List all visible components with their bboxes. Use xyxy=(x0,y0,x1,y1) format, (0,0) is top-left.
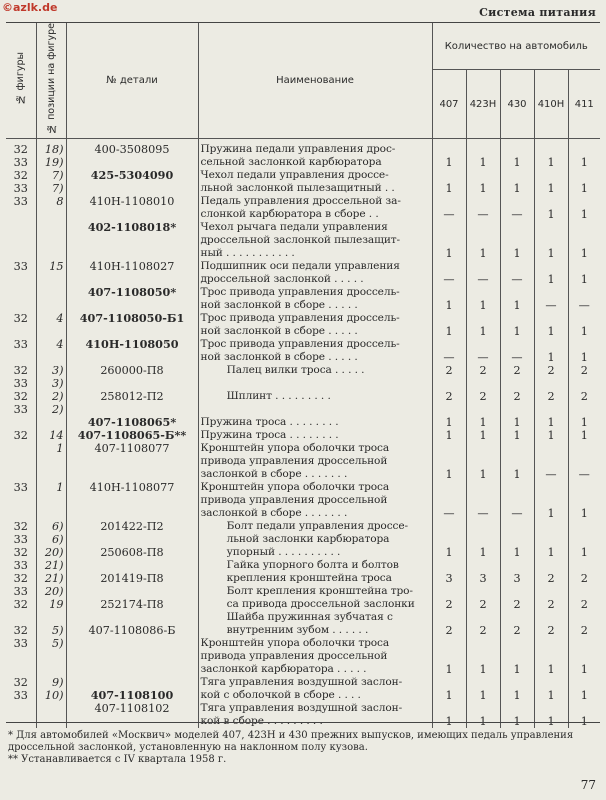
page-number: 77 xyxy=(580,778,596,792)
quantity-cell: 1 xyxy=(432,429,466,442)
part-name: привода управления дроссельной заслонкой карбюратора . . . . . xyxy=(198,650,432,676)
quantity-cell: 1 xyxy=(500,312,534,338)
quantity-cell: 1 xyxy=(534,260,568,286)
position-number xyxy=(36,416,66,429)
table-row xyxy=(6,364,600,390)
quantity-cell: 1 xyxy=(500,221,534,260)
header-model-407: 407 xyxy=(432,70,466,139)
quantity-cell: — xyxy=(534,442,568,481)
quantity-cell: 1 xyxy=(466,546,500,572)
quantity-cell: 1 xyxy=(466,429,500,442)
part-name: Трос привода управления дроссель- ной заслонкой в сборе . . . . . xyxy=(198,312,432,338)
quantity-cell: 1 xyxy=(500,429,534,442)
part-number: 252174-П8 xyxy=(66,598,198,624)
position-number: 1 xyxy=(36,442,66,481)
quantity-cell: — xyxy=(432,260,466,286)
table-row xyxy=(6,481,600,520)
quantity-cell: 2 xyxy=(500,390,534,416)
quantity-cell: 1 xyxy=(580,506,588,520)
part-name: Тяга управления воздушной заслон- кой в сборе . . . . . . . . . xyxy=(198,702,432,728)
quantity-cell: 1 xyxy=(466,416,500,429)
quantity-cell: 2 xyxy=(534,390,568,416)
quantity-cell: 1 xyxy=(580,545,588,559)
quantity-cell: 2 xyxy=(500,624,534,650)
table-row xyxy=(6,338,600,364)
part-name: са привода дроссельной заслонки Шайба пружинная зубчатая с xyxy=(198,598,432,624)
parts-table-body xyxy=(6,138,600,728)
part-name: крепления кронштейна троса Болт крепления кронштейна тро- xyxy=(198,572,432,598)
figure-number xyxy=(6,442,36,481)
quantity-cell xyxy=(500,520,534,546)
part-number: 407-1108050* xyxy=(66,286,198,312)
figure-number: 33 xyxy=(6,195,36,221)
position-number: 19 xyxy=(36,598,66,624)
table-row xyxy=(6,312,600,338)
part-name: внутренним зубом . . . . . . Кронштейн упора оболочки троса xyxy=(198,624,432,650)
part-name: Трос привода управления дроссель- ной заслонкой в сборе . . . . . xyxy=(198,286,432,312)
quantity-cell: 1 xyxy=(466,676,500,702)
table-row xyxy=(6,598,600,624)
quantity-cell: 1 xyxy=(466,286,500,312)
position-number xyxy=(36,702,66,728)
position-number: 1 xyxy=(36,481,66,520)
quantity-cell: 1 xyxy=(432,442,466,481)
quantity-cell: 1 xyxy=(432,416,466,429)
quantity-cell: 2 xyxy=(466,624,500,650)
part-name: Палец вилки троса . . . . . xyxy=(198,364,432,390)
quantity-cell: 1 xyxy=(534,650,568,676)
position-number: 7) 7) xyxy=(36,169,66,195)
part-name: Трос привода управления дроссель- ной заслонкой в сборе . . . . . xyxy=(198,338,432,364)
header-model-410n: 410Н xyxy=(534,70,568,139)
part-name: Шплинт . . . . . . . . . xyxy=(198,390,432,416)
part-number: 407-1108100 xyxy=(66,676,198,702)
part-name: Подшипник оси педали управления дроссельной заслонкой . . . . . xyxy=(198,260,432,286)
quantity-cell: 1 xyxy=(580,688,588,702)
quantity-cell: 2 xyxy=(466,598,500,624)
quantity-cell: 1 xyxy=(500,650,534,676)
figure-number: 32 33 xyxy=(6,138,36,169)
position-number: 14 xyxy=(36,429,66,442)
quantity-cell: 2 xyxy=(534,598,568,624)
part-number: 400-3508095 xyxy=(66,138,198,169)
part-name: Тяга управления воздушной заслон- кой с оболочкой в сборе . . . . xyxy=(198,676,432,702)
table-row xyxy=(6,650,600,676)
quantity-cell: 1 xyxy=(534,481,568,520)
figure-number: 32 33 xyxy=(6,546,36,572)
table-row xyxy=(6,676,600,702)
quantity-cell: 1 xyxy=(580,181,588,195)
quantity-cell: 1 xyxy=(432,138,466,169)
quantity-cell: 1 xyxy=(432,546,466,572)
quantity-cell: 1 xyxy=(500,676,534,702)
table-row xyxy=(6,286,600,312)
quantity-cell: 2 xyxy=(500,598,534,624)
quantity-cell: 2 xyxy=(580,389,588,403)
part-name: Чехол педали управления дроссе- льной заслонкой пылезащитный . . xyxy=(198,169,432,195)
quantity-cell: 1 xyxy=(534,702,568,728)
figure-number xyxy=(6,221,36,260)
quantity-cell: — xyxy=(466,338,500,364)
position-number xyxy=(36,286,66,312)
quantity-cell: 1 xyxy=(580,350,588,364)
header-model-423n: 423Н xyxy=(466,70,500,139)
quantity-cell: 2 xyxy=(534,572,568,598)
table-row xyxy=(6,169,600,195)
quantity-cell: 2 xyxy=(432,364,466,390)
quantity-cell: 1 xyxy=(534,169,568,195)
quantity-cell: 1 xyxy=(500,546,534,572)
table-row xyxy=(6,429,600,442)
table-row xyxy=(6,221,600,260)
part-number: 201419-П8 xyxy=(66,572,198,598)
position-number xyxy=(36,650,66,676)
figure-number: 33 xyxy=(6,338,36,364)
table-row xyxy=(6,138,600,169)
quantity-cell: 2 xyxy=(580,571,588,585)
position-number: 20) 21) xyxy=(36,546,66,572)
quantity-cell: 3 xyxy=(432,572,466,598)
part-number: 258012-П2 xyxy=(66,390,198,416)
part-name: Болт педали управления дроссе- льной заслонки карбюратора xyxy=(198,520,432,546)
part-name: Пружина троса . . . . . . . . xyxy=(198,429,432,442)
quantity-cell: 1 xyxy=(534,312,568,338)
table-row xyxy=(6,520,600,546)
figure-number xyxy=(6,286,36,312)
part-number: 407-1108065* xyxy=(66,416,198,429)
part-number xyxy=(66,650,198,676)
table-row xyxy=(6,624,600,650)
quantity-cell: 1 xyxy=(432,169,466,195)
quantity-cell: 3 xyxy=(500,572,534,598)
position-number xyxy=(36,221,66,260)
quantity-cell: — xyxy=(500,338,534,364)
table-row xyxy=(6,416,600,429)
quantity-cell: — xyxy=(500,260,534,286)
part-name: упорный . . . . . . . . . . Гайка упорного болта и болтов xyxy=(198,546,432,572)
part-number: 407-1108065-Б** xyxy=(66,429,198,442)
part-number: 425-5304090 xyxy=(66,169,198,195)
quantity-cell: 1 xyxy=(432,702,466,728)
quantity-cell: 1 xyxy=(432,650,466,676)
header-pos: № позиции на фигуре xyxy=(36,23,66,138)
position-number: 18) 19) xyxy=(36,138,66,169)
part-number: 402-1108018* xyxy=(66,221,198,260)
bottom-rule xyxy=(6,722,600,723)
quantity-cell: 1 xyxy=(580,207,588,221)
quantity-cell: — xyxy=(466,481,500,520)
quantity-cell xyxy=(568,520,600,546)
quantity-cell: — xyxy=(466,195,500,221)
part-number: 410Н-1108077 xyxy=(66,481,198,520)
part-number: 407-1108086-Б xyxy=(66,624,198,650)
table-row xyxy=(6,702,600,728)
part-name: Кронштейн упора оболочки троса привода управления дроссельной заслонкой в сборе . . . . . . . xyxy=(198,481,432,520)
quantity-cell: 2 xyxy=(432,598,466,624)
quantity-cell: 1 xyxy=(580,662,588,676)
part-number: 410Н-1108050 xyxy=(66,338,198,364)
quantity-cell: 1 xyxy=(534,416,568,429)
footnotes xyxy=(8,730,598,766)
table-row xyxy=(6,260,600,286)
header-part-number: № детали xyxy=(66,23,198,138)
figure-number xyxy=(6,702,36,728)
part-name: Педаль управления дроссельной за- слонкой карбюратора в сборе . . xyxy=(198,195,432,221)
part-number: 407-1108077 xyxy=(66,442,198,481)
quantity-cell: 1 xyxy=(466,312,500,338)
figure-number: 32 33 xyxy=(6,572,36,598)
quantity-cell: 1 xyxy=(580,246,588,260)
quantity-cell: — xyxy=(500,195,534,221)
quantity-cell: 1 xyxy=(580,428,588,442)
quantity-cell: 1 xyxy=(466,442,500,481)
part-name: Пружина педали управления дрос- сельной заслонкой карбюратора xyxy=(198,138,432,169)
position-number: 5) 5) xyxy=(36,624,66,650)
quantity-cell: 2 xyxy=(500,364,534,390)
quantity-cell: 1 xyxy=(466,650,500,676)
quantity-cell: 1 xyxy=(500,702,534,728)
quantity-cell: 1 xyxy=(466,169,500,195)
quantity-cell: 2 xyxy=(432,390,466,416)
quantity-cell xyxy=(432,520,466,546)
quantity-cell: — xyxy=(432,195,466,221)
part-number: 410Н-1108010 xyxy=(66,195,198,221)
position-number: 4 xyxy=(36,338,66,364)
header-model-411: 411 xyxy=(568,70,600,139)
quantity-cell: 1 xyxy=(432,312,466,338)
header-quantity: Количество на автомобиль xyxy=(432,23,600,70)
quantity-cell: 1 xyxy=(466,702,500,728)
quantity-cell: 1 xyxy=(500,416,534,429)
quantity-cell: — xyxy=(534,286,568,312)
quantity-cell: 1 xyxy=(466,221,500,260)
quantity-cell: 1 xyxy=(580,415,588,429)
quantity-cell: 1 xyxy=(534,429,568,442)
position-number: 2) 2) xyxy=(36,390,66,416)
quantity-cell: 1 xyxy=(534,195,568,221)
figure-number: 32 33 xyxy=(6,624,36,650)
figure-number: 32 xyxy=(6,429,36,442)
quantity-cell: — xyxy=(466,260,500,286)
part-number: 410Н-1108027 xyxy=(66,260,198,286)
figure-number: 33 xyxy=(6,260,36,286)
quantity-cell: 2 xyxy=(466,364,500,390)
part-number: 201422-П2 xyxy=(66,520,198,546)
position-number: 9) 10) xyxy=(36,676,66,702)
position-number: 3) 3) xyxy=(36,364,66,390)
quantity-cell: 2 xyxy=(466,390,500,416)
figure-number: 32 33 xyxy=(6,520,36,546)
table-row xyxy=(6,390,600,416)
quantity-cell: 1 xyxy=(580,714,588,728)
quantity-cell: 1 xyxy=(534,138,568,169)
quantity-cell: 1 xyxy=(432,676,466,702)
header-name: Наименование xyxy=(198,23,432,138)
table-row xyxy=(6,195,600,221)
quantity-cell: 1 xyxy=(500,442,534,481)
quantity-cell: 3 xyxy=(466,572,500,598)
position-number: 15 xyxy=(36,260,66,286)
quantity-cell xyxy=(534,520,568,546)
figure-number: 32 33 xyxy=(6,676,36,702)
section-title: Система питания xyxy=(479,6,596,19)
part-name: Чехол рычага педали управления дроссельной заслонкой пылезащит- ный . . . . . . . . . . . xyxy=(198,221,432,260)
quantity-cell: 1 xyxy=(432,221,466,260)
position-number: 6) 6) xyxy=(36,520,66,546)
part-number: 407-1108102 xyxy=(66,702,198,728)
table-row xyxy=(6,442,600,481)
quantity-cell: — xyxy=(578,467,590,481)
quantity-cell: 2 xyxy=(580,623,588,637)
quantity-cell: — xyxy=(500,481,534,520)
quantity-cell: — xyxy=(432,338,466,364)
quantity-cell: 1 xyxy=(580,272,588,286)
position-number: 21) 20) xyxy=(36,572,66,598)
parts-table xyxy=(6,23,600,728)
part-name: Пружина троса . . . . . . . . xyxy=(198,416,432,429)
quantity-cell: — xyxy=(578,298,590,312)
table-row xyxy=(6,546,600,572)
quantity-cell: 1 xyxy=(534,546,568,572)
figure-number: 32 33 xyxy=(6,390,36,416)
figure-number: 32 33 xyxy=(6,169,36,195)
figure-number: 32 xyxy=(6,312,36,338)
quantity-cell: 1 xyxy=(534,338,568,364)
table-row xyxy=(6,572,600,598)
quantity-cell: 1 xyxy=(432,286,466,312)
position-number: 8 xyxy=(36,195,66,221)
quantity-cell xyxy=(466,520,500,546)
figure-number: 32 33 xyxy=(6,364,36,390)
quantity-cell: 1 xyxy=(500,286,534,312)
figure-number xyxy=(6,650,36,676)
part-number: 260000-П8 xyxy=(66,364,198,390)
quantity-cell: 1 xyxy=(580,155,588,169)
quantity-cell: 1 xyxy=(534,221,568,260)
figure-number xyxy=(6,416,36,429)
watermark: ©azlk.de xyxy=(2,1,58,14)
quantity-cell: 2 xyxy=(580,363,588,377)
part-name: Кронштейн упора оболочки троса привода управления дроссельной заслонкой в сборе . . . . . . . xyxy=(198,442,432,481)
header-fig: № фигуры xyxy=(6,23,36,138)
quantity-cell: 2 xyxy=(432,624,466,650)
position-number: 4 xyxy=(36,312,66,338)
quantity-cell: 1 xyxy=(500,169,534,195)
quantity-cell: 1 xyxy=(466,138,500,169)
quantity-cell: 1 xyxy=(534,676,568,702)
footnote-2: ** Устанавливается с IV квартала 1958 г. xyxy=(8,754,227,765)
footnote-1: * Для автомобилей «Москвич» моделей 407, 423Н и 430 прежних выпусков, имеющих педаль управления дроссельной заслонкой, установленную на наклонном полу кузова. xyxy=(8,730,574,753)
figure-number: 33 xyxy=(6,481,36,520)
quantity-cell: — xyxy=(432,481,466,520)
figure-number: 32 xyxy=(6,598,36,624)
quantity-cell: 2 xyxy=(534,364,568,390)
header-model-430: 430 xyxy=(500,70,534,139)
quantity-cell: 2 xyxy=(580,597,588,611)
part-number: 407-1108050-Б1 xyxy=(66,312,198,338)
quantity-cell: 2 xyxy=(534,624,568,650)
quantity-cell: 1 xyxy=(580,324,588,338)
quantity-cell: 1 xyxy=(500,138,534,169)
part-number: 250608-П8 xyxy=(66,546,198,572)
